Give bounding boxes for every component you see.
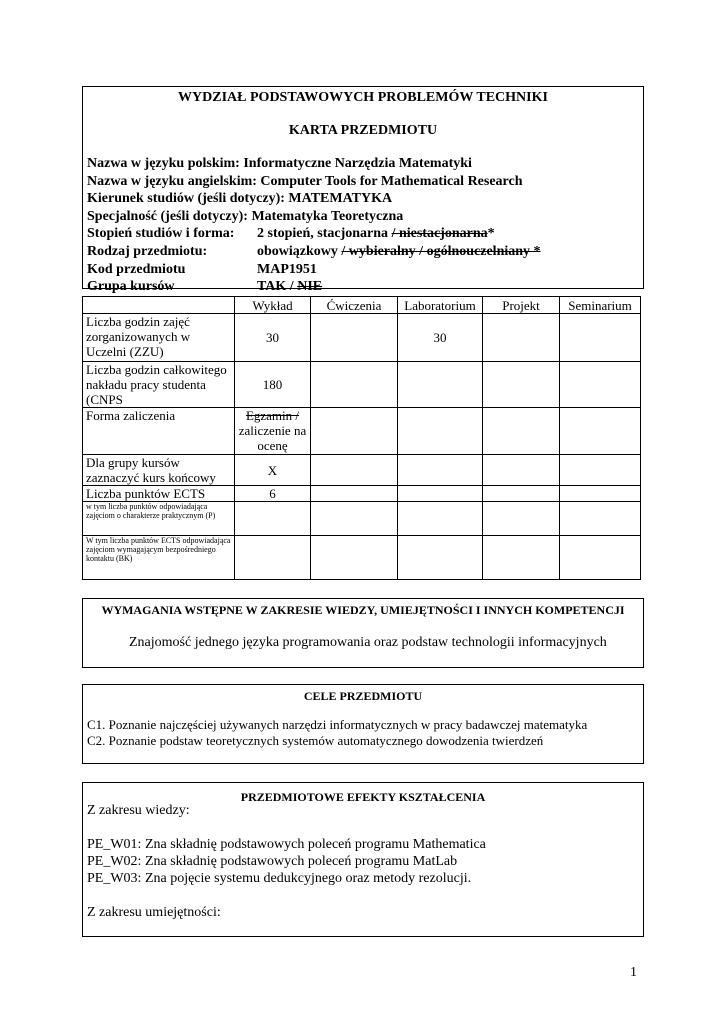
col-header-seminarium: Seminarium xyxy=(560,297,641,314)
cell-empty xyxy=(483,536,560,580)
cell-laboratorium: 30 xyxy=(398,314,483,362)
row-label: W tym liczba punktów ECTS odpowiadająca zajęciom wymagającym bezpośredniego kontaktu (BK) xyxy=(83,536,235,580)
level-suffix: * xyxy=(487,226,495,242)
row-label: Forma zaliczenia xyxy=(83,408,235,455)
course-code xyxy=(87,261,541,279)
cell-empty xyxy=(311,455,398,486)
col-header-wyklad: Wykład xyxy=(235,297,311,314)
cell-empty xyxy=(483,314,560,362)
hours-table xyxy=(82,296,641,580)
type-label: Rodzaj przedmiotu: xyxy=(87,243,208,259)
type-struck: / wybieralny / ogólnouczelniany * xyxy=(341,243,541,259)
goal-item: C1. Poznanie najczęściej używanych narzędzi informatycznych w pracy badawczej matematyka xyxy=(87,717,588,732)
course-field: Kierunek studiów (jeśli dotyczy): MATEMATYKA xyxy=(87,191,393,207)
knowledge-heading: Z zakresu wiedzy: xyxy=(87,803,190,818)
requirements-body: Znajomość jednego języka programowania oraz podstaw technologii informacyjnych xyxy=(129,635,607,650)
cell-wyklad xyxy=(235,408,311,455)
table-row xyxy=(83,536,641,580)
row-label: Liczba godzin zajęć zorganizowanych w Uczelni (ZZU) xyxy=(83,314,235,362)
cell-wyklad: 30 xyxy=(235,314,311,362)
cell-empty xyxy=(483,455,560,486)
goals-title: CELE PRZEDMIOTU xyxy=(303,689,423,703)
page-number: 1 xyxy=(630,965,637,980)
effects-section xyxy=(82,782,644,937)
requirements-title: WYMAGANIA WSTĘPNE W ZAKRESIE WIEDZY, UMIEJĘTNOŚCI I INNYCH KOMPETENCJI xyxy=(101,603,625,617)
cell-empty xyxy=(398,486,483,502)
cell-empty xyxy=(483,486,560,502)
cell-empty xyxy=(398,455,483,486)
cell-empty xyxy=(560,536,641,580)
effect-item: PE_W03: Zna pojęcie systemu dedukcyjnego oraz metody rezolucji. xyxy=(87,871,472,886)
row-label: w tym liczba punktów odpowiadająca zajęciom o charakterze praktycznym (P) xyxy=(83,502,235,536)
table-row xyxy=(83,362,641,408)
course-group xyxy=(87,278,541,296)
cell-empty xyxy=(398,536,483,580)
col-header-projekt: Projekt xyxy=(483,297,560,314)
group-label: Grupa kursów xyxy=(87,279,175,295)
requirements-section xyxy=(82,598,644,668)
table-header-row xyxy=(83,297,641,314)
level-value: 2 stopień, stacjonarna xyxy=(257,226,392,242)
code-value: MAP1951 xyxy=(257,261,317,277)
group-struck: NIE xyxy=(297,279,323,295)
effect-item: PE_W01: Zna składnię podstawowych poleceń programu Mathematica xyxy=(87,837,486,852)
cell-empty xyxy=(311,536,398,580)
cell-empty xyxy=(311,408,398,455)
course-name-en: Nazwa w języku angielskim: Computer Tools for Mathematical Research xyxy=(87,173,523,189)
table-row xyxy=(83,502,641,536)
cell-empty xyxy=(235,536,311,580)
exam-struck: Egzamin / xyxy=(245,408,300,423)
level-struck: / niestacjonarna xyxy=(391,226,488,242)
cell-empty xyxy=(560,455,641,486)
goal-item: C2. Poznanie podstaw teoretycznych systemów automatycznego dowodzenia twierdzeń xyxy=(87,733,544,748)
cell-empty xyxy=(560,486,641,502)
skills-heading: Z zakresu umiejętności: xyxy=(87,905,221,920)
code-label: Kod przedmiotu xyxy=(87,261,186,277)
group-value: TAK / xyxy=(257,279,298,295)
cell-empty xyxy=(398,408,483,455)
cell-empty xyxy=(311,486,398,502)
table-row xyxy=(83,408,641,455)
cell-empty xyxy=(483,408,560,455)
cell-empty xyxy=(398,502,483,536)
cell-empty xyxy=(311,362,398,408)
cell-empty xyxy=(560,408,641,455)
cell-empty xyxy=(560,502,641,536)
goals-section xyxy=(82,684,644,764)
pass-form: zaliczenie na ocenę xyxy=(238,423,307,453)
cell-empty xyxy=(235,502,311,536)
row-label: Dla grupy kursów zaznaczyć kurs końcowy xyxy=(83,455,235,486)
cell-empty xyxy=(560,314,641,362)
cell-wyklad: X xyxy=(235,455,311,486)
table-row xyxy=(83,314,641,362)
col-header-cwiczenia: Ćwiczenia xyxy=(311,297,398,314)
cell-empty xyxy=(483,502,560,536)
cell-empty xyxy=(311,314,398,362)
col-header-laboratorium: Laboratorium xyxy=(398,297,483,314)
cell-empty xyxy=(311,502,398,536)
course-level xyxy=(87,225,541,243)
cell-empty xyxy=(483,362,560,408)
course-info xyxy=(87,155,541,296)
effects-title: PRZEDMIOTOWE EFEKTY KSZTAŁCENIA xyxy=(240,790,486,804)
course-header-box xyxy=(82,86,644,295)
type-value: obowiązkowy xyxy=(257,243,342,259)
table-corner xyxy=(83,297,235,314)
level-label: Stopień studiów i forma: xyxy=(87,226,235,242)
course-type xyxy=(87,243,541,261)
effect-item: PE_W02: Zna składnię podstawowych poleceń programu MatLab xyxy=(87,854,458,869)
course-specialty: Specjalność (jeśli dotyczy): Matematyka Teoretyczna xyxy=(87,208,404,224)
cell-empty xyxy=(398,362,483,408)
cell-wyklad: 6 xyxy=(235,486,311,502)
faculty-title: WYDZIAŁ PODSTAWOWYCH PROBLEMÓW TECHNIKI xyxy=(178,90,548,105)
cell-wyklad: 180 xyxy=(235,362,311,408)
table-row xyxy=(83,455,641,486)
row-label: Liczba godzin całkowitego nakładu pracy studenta (CNPS xyxy=(83,362,235,408)
course-name-pl: Nazwa w języku polskim: Informatyczne Narzędzia Matematyki xyxy=(87,156,472,171)
cell-empty xyxy=(560,362,641,408)
table-row xyxy=(83,486,641,502)
card-title: KARTA PRZEDMIOTU xyxy=(288,123,438,138)
row-label: Liczba punktów ECTS xyxy=(83,486,235,502)
